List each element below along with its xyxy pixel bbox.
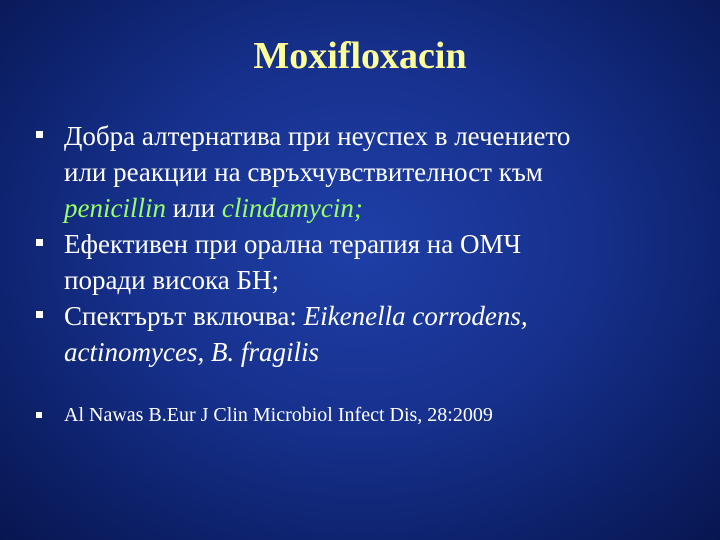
bullet-text-line: Добра алтернатива при неуспех в лечението [64,121,571,151]
bullet-text-line [64,190,686,226]
bullet-prefix: Спектърът включва: [64,301,304,331]
bullet-text-line: или реакции на свръхчувствителност към [64,157,543,187]
reference-item [36,402,686,428]
bullet-item [36,226,686,298]
organism-names: Eikenella corrodens, [303,301,528,331]
reference-text: Al Nawas B.Eur J Clin Microbiol Infect Dis, 28:2009 [64,404,493,426]
square-bullet-icon [36,239,43,246]
bullet-item [36,118,686,226]
square-bullet-icon [36,412,42,418]
bullet-text-line [64,298,686,334]
bullet-text-line: поради висока БН; [64,265,279,295]
bullet-text-line: actinomyces, B. fragilis [64,337,319,367]
slide-title: Moxifloxacin [253,35,467,77]
bullet-list [36,118,686,428]
drug-name: penicillin [64,193,166,223]
drug-name: clindamycin; [221,193,363,223]
square-bullet-icon [36,311,43,318]
bullet-item [36,298,686,370]
bullet-text-line: Ефективен при орална терапия на ОМЧ [64,229,521,259]
conjunction-text: или [165,193,222,223]
square-bullet-icon [36,131,43,138]
